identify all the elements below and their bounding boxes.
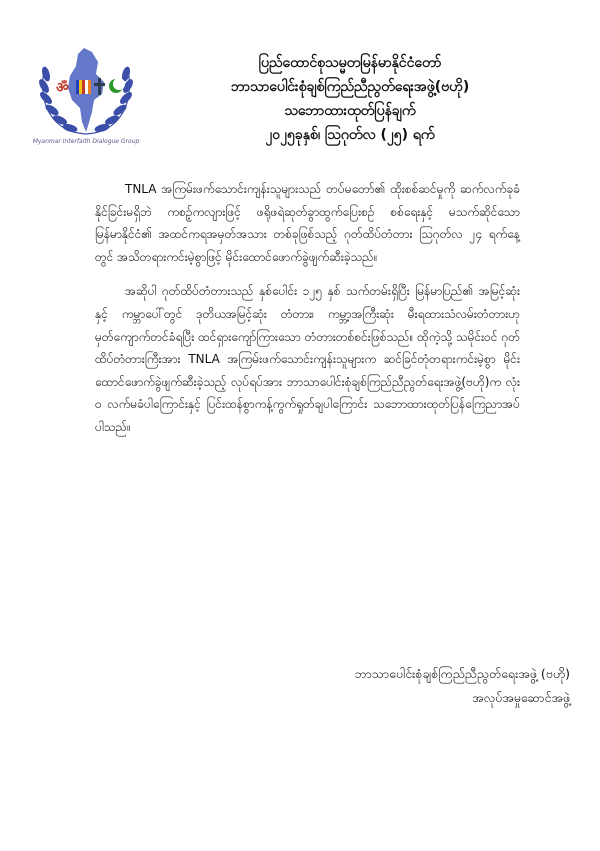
signature-organization: ဘာသာပေါင်းစုံချစ်ကြည်ညီညွတ်ရေးအဖွဲ့ (ဗဟို): [354, 666, 570, 681]
interfaith-logo: [32, 34, 140, 144]
laurel-wreath-icon: [32, 34, 140, 144]
logo-caption: Myanmar Interfaith Dialogue Group: [32, 138, 140, 145]
statement-body: [95, 178, 520, 439]
buddhist-flag-icon: [76, 80, 91, 94]
signature-block: [240, 662, 570, 710]
country-name: ပြည်ထောင်စုသမ္မတမြန်မာနိုင်ငံတော်: [258, 55, 442, 71]
paragraph-2: အဆိုပါ ဂုတ်ထိပ်တံတားသည် နှစ်ပေါင်း ၁၂၅ နှစ် သက်တမ်းရှိပြီး မြန်မာပြည်၏ အမြင့်ဆုံးနှင့် ကမ္ဘာပေါ်တွင် ဒုတိယအမြင့်ဆုံး တံတား၊ ကမ္ဘာ့အကြီးဆုံး မီးရထားသံလမ်းတံတားဟု မှတ်ကျောက်တင်ခံရပြီး ထင်ရှားကျော်ကြားသော တံတားတစ်စင်းဖြစ်သည်။ ထိုကဲ့သို့ သမိုင်းဝင် ဂုတ်ထိပ်တံတားကြီးအား TNLA အကြမ်းဖက်သောင်းကျန်းသူများက ဆင်ခြင်တုံတရားကင်းမဲ့စွာ မိုင်းထောင်ဖောက်ခွဲဖျက်ဆီးခဲ့သည့် လုပ်ရပ်အား ဘာသာပေါင်းစုံချစ်ကြည်ညီညွတ်ရေးအဖွဲ့(ဗဟို)က လုံးဝ လက်မခံပါကြောင်းနှင့် ပြင်းထန်စွာကန့်ကွက်ရှုတ်ချပါကြောင်း သဘောထားထုတ်ပြန်ကြေညာအပ်ပါသည်။: [95, 284, 520, 434]
statement-title: သဘောထားထုတ်ပြန်ချက်: [284, 103, 416, 119]
signature-committee: အလုပ်အမှုဆောင်အဖွဲ့: [471, 690, 570, 705]
statement-date: ၂၀၂၅ခုနှစ်၊ ဩဂုတ်လ (၂၅) ရက်: [265, 127, 435, 143]
organization-name: ဘာသာပေါင်းစုံချစ်ကြည်ညီညွတ်ရေးအဖွဲ့(ဗဟို): [230, 79, 470, 95]
crescent-icon: [109, 78, 125, 93]
paragraph-1: TNLA အကြမ်းဖက်သောင်းကျန်းသူများသည် တပ်မတော်၏ ထိုးစစ်ဆင်မှုကို ဆက်လက်ခုခံနိုင်ခြင်းမရှိဘဲ ကစဉ့်ကလျားဖြင့် ဖရိုဖရဲဆုတ်ခွာထွက်ပြေးစဉ် စစ်ရေးနှင့် မသက်ဆိုင်သော မြန်မာနိုင်ငံ၏ အထင်ကရအမှတ်အသား တစ်ခုဖြစ်သည့် ဂုတ်ထိပ်တံတား ဩဂုတ်လ ၂၄ ရက်နေ့တွင် အသိတရားကင်းမဲ့စွာဖြင့် မိုင်းထောင်ဖောက်ခွဲဖျက်ဆီးခဲ့သည်။: [95, 182, 520, 264]
statement-header: [150, 52, 550, 146]
svg-text:ॐ: ॐ: [56, 80, 69, 96]
